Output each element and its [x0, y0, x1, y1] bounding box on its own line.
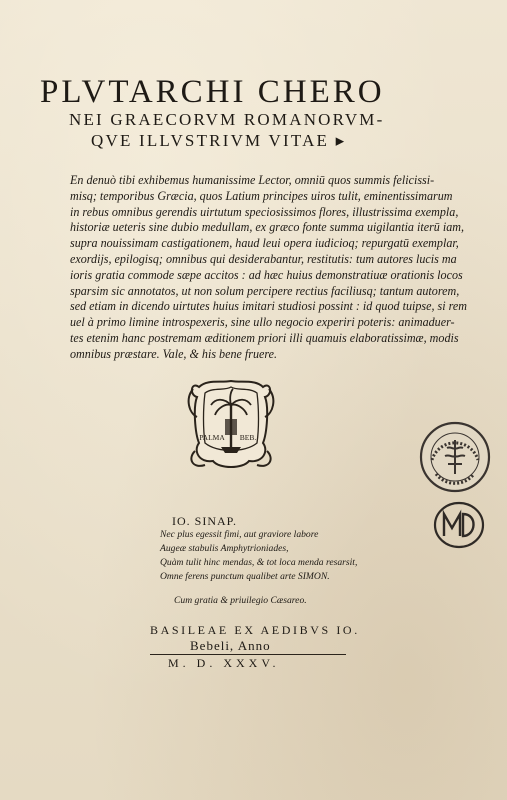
subtitle-line-2: QVE ILLVSTRIVM VITAE ▸ [91, 131, 347, 150]
preface-line: ioris gratia commode sæpe accitos : ad hæc huius demonstratiuæ orationis locos [70, 267, 463, 282]
imprint-printer: Bebeli, Anno [190, 638, 271, 653]
imprint-rule [150, 654, 346, 655]
imprint-year: M. D. XXXV. [168, 656, 280, 670]
page-title: PLVTARCHI CHERO [40, 74, 385, 110]
verse-line: Quàm tulit hinc mendas, & tot loca menda resarsit, [160, 557, 358, 568]
printer-mark-icon [185, 373, 277, 473]
verse-line: Augeæ stabulis Amphytrioniades, [160, 543, 289, 554]
sinapius-attribution: IO. SINAP. [172, 514, 238, 528]
preface-paragraph [70, 173, 467, 363]
preface-line: tes etenim hanc postremam æditionem priori illi quamuis elaboratissimæ, modis [70, 330, 459, 345]
preface-line: in rebus omnibus gerendis uirtutum speciosissimos flores, illustrissima exempla, [70, 204, 459, 219]
preface-line: exordijs, epilogisq; omnibus qui desiderabantur, restitutis: tum autores lucis ma [70, 251, 457, 266]
verse-line: Omne ferens punctum qualibet arte SIMON. [160, 571, 330, 582]
subtitle-line-1: NEI GRAECORVM ROMANORVM- [69, 110, 385, 129]
preface-line: sparsim sic annotatos, ut non solum percipere rectius faciliusq; tantum autorem, [70, 283, 460, 298]
library-seal-icon [418, 420, 492, 494]
verse-line: Nec plus egessit fimi, aut graviore labore [160, 529, 319, 540]
preface-line: En denuò tibi exhibemus humanissime Lector, omniū quos summis felicissi- [70, 173, 435, 187]
preface-line: omnibus præstare. Vale, & his bene fruere. [70, 346, 278, 361]
printer-mark-label-left: PALMA [199, 433, 225, 442]
preface-line: uel à primo limine introspexeris, sine ullo negocio experiri poteris: animaduer- [70, 315, 455, 330]
monogram-stamp-icon [432, 500, 486, 550]
imprint-place: BASILEAE EX AEDIBVS IO. [150, 623, 360, 637]
privilege-note: Cum gratia & priuilegio Cæsareo. [174, 595, 307, 606]
preface-line: misq; temporibus Græcia, quos Latium principes uiros tulit, eminentissimarum [70, 188, 453, 203]
preface-line: historiæ ueteris sine dubio medullam, ex græco fonte summa uigilantia iterū iam, [70, 220, 465, 235]
preface-line: sed etiam in dicendo uirtutes huius imitari studiosi possint : id quod tuipse, si rem [70, 299, 467, 314]
preface-line: supra nouissimam castigationem, haud leui opera iudicioq; repurgatū exemplar, [70, 236, 459, 251]
printer-mark-label-right: BEB. [239, 433, 257, 442]
